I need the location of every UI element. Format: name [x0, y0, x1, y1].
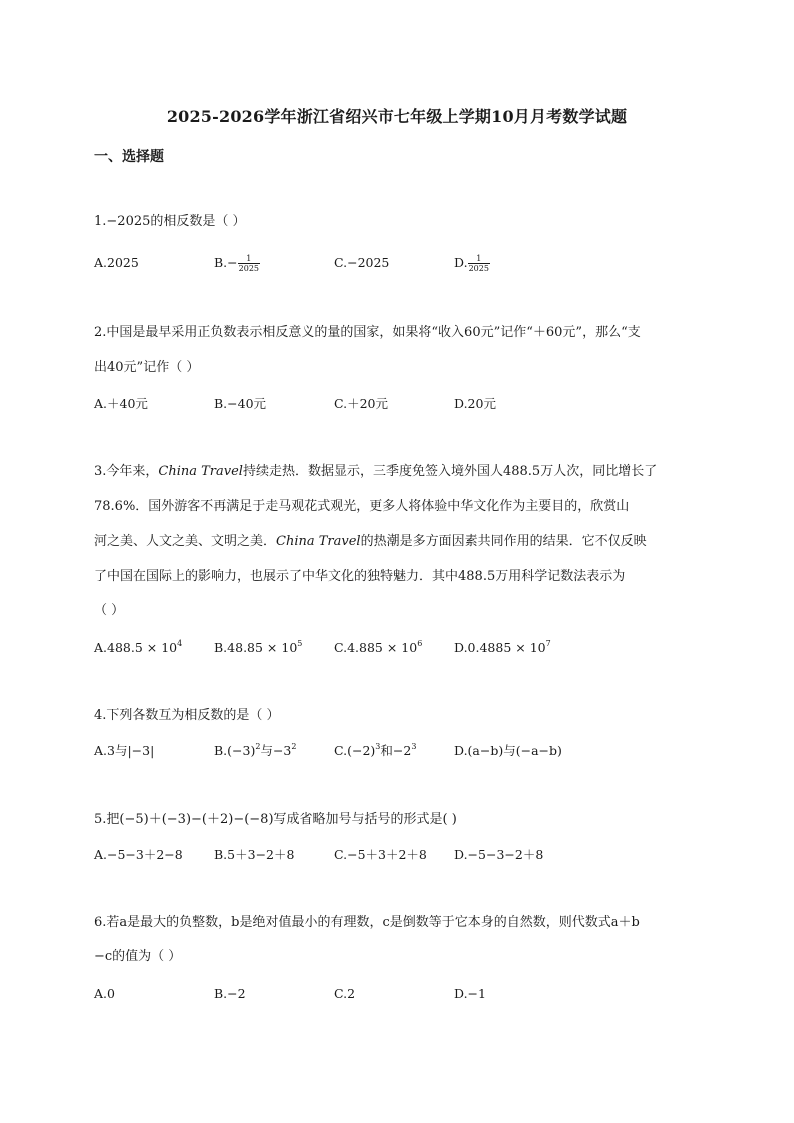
question-5-option-a: A.−5−3＋2−8 [94, 847, 183, 862]
exponent: 6 [417, 639, 423, 648]
text-run: 和−2 [380, 743, 412, 758]
question-1-option-d [454, 253, 490, 273]
question-5-option-b: B.5＋3−2＋8 [214, 847, 295, 862]
question-1-option-c: C.−2025 [334, 255, 390, 270]
fraction-numerator: 1 [238, 254, 260, 264]
question-4-option-c [334, 741, 416, 761]
question-2-option-a: A.＋40元 [94, 396, 148, 411]
fraction [468, 254, 490, 273]
question-3-line-2: 78.6%．国外游客不再满足于走马观花式观光，更多人将体验中华文化作为主要目的，欣赏山 [94, 499, 630, 514]
question-3-line-5: （ ） [94, 603, 125, 618]
question-1-stem: 1.−2025的相反数是（ ） [94, 214, 246, 229]
question-1-option-b [214, 253, 260, 273]
text-run: B.(−3) [214, 743, 256, 758]
option-base: D.0.4885 × 10 [454, 640, 546, 655]
text-run: 与−3 [260, 743, 292, 758]
exponent: 3 [375, 742, 381, 751]
exponent: 2 [291, 742, 297, 751]
question-6-line-1: 6.若a是最大的负整数，b是绝对值最小的有理数，c是倒数等于它本身的自然数，则代数式a＋b [94, 915, 640, 930]
question-3-line-1 [94, 462, 657, 482]
question-6-option-c: C.2 [334, 986, 356, 1001]
question-3-option-c [334, 638, 422, 658]
text-run: 3.今年来， [94, 464, 159, 479]
text-run: 持续走热．数据显示，三季度免签入境外国人488.5万人次，同比增长了 [242, 464, 658, 479]
text-run: C.(−2) [334, 743, 376, 758]
page-title: 2025-2026学年浙江省绍兴市七年级上学期10月月考数学试题 [166, 107, 628, 126]
question-4-option-a: A.3与|−3| [94, 743, 155, 758]
question-3-line-3 [94, 532, 647, 552]
text-run: 河之美、人文之美、文明之美． [94, 534, 277, 549]
exponent: 5 [297, 639, 303, 648]
question-6-option-d: D.−1 [454, 986, 486, 1001]
question-5-option-c: C.−5＋3＋2＋8 [334, 847, 427, 862]
question-2-option-b: B.−40元 [214, 396, 267, 411]
option-base: A.488.5 × 10 [94, 640, 178, 655]
exponent: 3 [411, 742, 417, 751]
question-5-stem: 5.把(−5)＋(−3)−(＋2)−(−8)写成省略加号与括号的形式是( ) [94, 812, 457, 827]
china-travel-term: China Travel [158, 464, 243, 479]
fraction-numerator: 1 [468, 254, 490, 264]
question-2-line-1: 2.中国是最早采用正负数表示相反意义的量的国家，如果将“收入60元”记作“＋60元”，那么“支 [94, 325, 641, 340]
fraction-denominator: 2025 [468, 264, 489, 273]
exponent: 4 [177, 639, 183, 648]
question-2-option-c: C.＋20元 [334, 396, 388, 411]
question-5-option-d: D.−5−3−2＋8 [454, 847, 544, 862]
question-4-stem: 4.下列各数互为相反数的是（ ） [94, 708, 280, 723]
question-3-line-4: 了中国在国际上的影响力，也展示了中华文化的独特魅力．其中488.5万用科学记数法表示为 [94, 569, 626, 584]
text-run: 的热潮是多方面因素共同作用的结果．它不仅反映 [360, 534, 647, 549]
question-3-option-b [214, 638, 302, 658]
question-6-option-a: A.0 [94, 986, 115, 1001]
question-6-option-b: B.−2 [214, 986, 246, 1001]
section-heading: 一、选择题 [94, 149, 164, 165]
china-travel-term: China Travel [276, 534, 361, 549]
question-2-option-d: D.20元 [454, 396, 496, 411]
option-base: C.4.885 × 10 [334, 640, 418, 655]
question-3-option-a [94, 638, 182, 658]
question-2-line-2: 出40元”记作（ ） [94, 360, 200, 375]
exponent: 7 [545, 639, 551, 648]
question-3-option-d [454, 638, 551, 658]
question-1-option-a: A.2025 [94, 255, 139, 270]
option-b-prefix: B.− [214, 255, 238, 270]
fraction [238, 254, 260, 273]
exponent: 2 [255, 742, 261, 751]
question-4-option-b [214, 741, 296, 761]
question-4-option-d: D.(a−b)与(−a−b) [454, 743, 562, 758]
option-base: B.48.85 × 10 [214, 640, 298, 655]
question-6-line-2: −c的值为（ ） [94, 949, 182, 964]
option-d-prefix: D. [454, 255, 468, 270]
fraction-denominator: 2025 [238, 264, 259, 273]
